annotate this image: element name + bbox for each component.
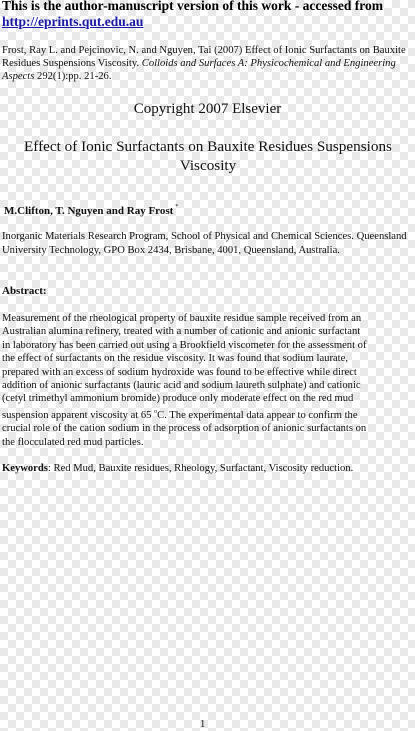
abstract-line: in laboratory has been carried out using a Brookfield viscometer for the assessment of: [2, 339, 367, 351]
banner-text: This is the author-manuscript version of this work - accessed from: [2, 0, 383, 13]
citation-volume: 292(1):pp. 21-26.: [37, 71, 112, 82]
citation: [2, 44, 412, 83]
page-number: 1: [200, 719, 206, 730]
keywords-label: Keywords: [2, 463, 48, 474]
temperature-text-before: suspension apparent viscosity at 65: [2, 409, 155, 421]
abstract-line: Measurement of the rheological property of bauxite residue sample received from an: [2, 313, 362, 324]
abstract-line: the flocculated red mud particles.: [2, 436, 144, 448]
keywords: [2, 462, 412, 475]
abstract-line-temperature: [2, 406, 413, 422]
eprints-link[interactable]: http://eprints.qut.edu.au: [2, 14, 144, 29]
affiliation: Inorganic Materials Research Program, School of Physical and Chemical Sciences. Queensland University Technology, GPO Box 2434, Brisbane, 4001, Queensland, Australia.: [2, 231, 407, 256]
temperature-text-after: C. The experimental data appear to confirm the: [157, 409, 358, 421]
abstract-line: prepared with an excess of sodium hydroxide was found to be effective while direct: [2, 366, 357, 378]
copyright-notice: Copyright 2007 Elsevier: [133, 101, 282, 117]
degree-mark: o: [154, 408, 158, 415]
author-marker: *: [175, 204, 179, 210]
author-names: M.Clifton, T. Nguyen and Ray Frost: [4, 205, 174, 217]
abstract-line: Australian alumina refinery, treated with a number of cationic and anionic surfactant: [2, 326, 361, 338]
abstract-body: [2, 312, 413, 449]
paper-title: Effect of Ionic Surfactants on Bauxite Residues Suspensions Viscosity: [24, 138, 392, 174]
citation-authors: Frost, Ray L. and Pejcinovic, N. and Nguyen, Tai (2007) Effect of Ionic Surfactants on Bauxite Residues Suspensions Viscosity.: [2, 45, 406, 69]
manuscript-banner: [2, 0, 413, 30]
citation-journal: Colloids and Surfaces A: Physicochemical and Engineering Aspects: [2, 58, 396, 82]
abstract-heading: Abstract:: [2, 285, 47, 297]
author-list: [4, 200, 409, 218]
abstract-line: crucial role of the cation sodium in the process of adsorption of anionic surfactants on: [2, 423, 367, 435]
keywords-text: : Red Mud, Bauxite residues, Rheology, Surfactant, Viscosity reduction.: [47, 463, 354, 474]
abstract-line: the effect of surfactants on the residue viscosity. It was found that sodium laurate,: [2, 353, 348, 365]
abstract-line: addition of anionic surfactants (lauric acid and sodium laureth sulphate) and cationic: [2, 380, 361, 392]
abstract-line: (cetyl trimethyl ammonium bromide) produce only moderate effect on the red mud: [2, 393, 354, 405]
